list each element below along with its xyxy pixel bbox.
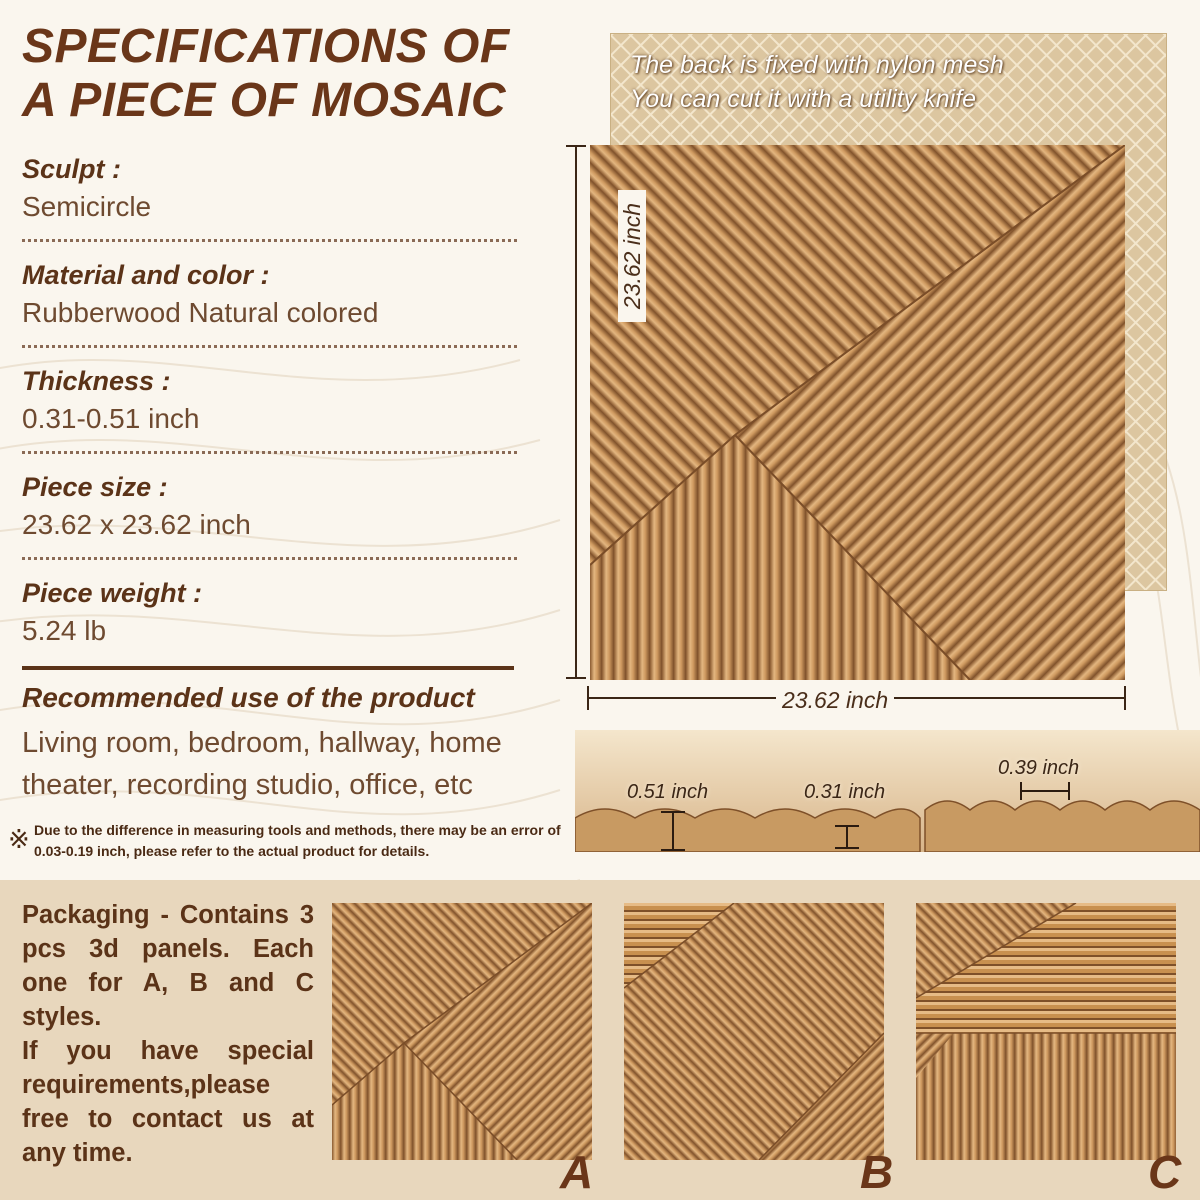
page-title-line2: A PIECE OF MOSAIC [22, 74, 507, 127]
spec-label: Piece weight : [22, 578, 203, 608]
packaging-paragraph-2: If you have special requirements,please free to contact us at any time. [22, 1037, 314, 1167]
style-c-panel [916, 903, 1176, 1160]
thickness-max-label: 0.51 inch [627, 781, 709, 803]
dimension-lines [560, 140, 1160, 720]
mesh-caption-line2: You can cut it with a utility knife [630, 85, 977, 113]
mesh-caption [630, 48, 1150, 116]
spec-label: Piece size : [22, 472, 168, 502]
thickness-min-label: 0.31 inch [804, 781, 886, 803]
width-dimension-label: 23.62 inch [776, 686, 894, 714]
spec-value: 5.24 lb [22, 615, 107, 646]
spec-item-thickness [22, 362, 517, 468]
style-a-letter: A [560, 1146, 594, 1198]
spec-value: 0.31-0.51 inch [22, 403, 200, 434]
spec-value: Rubberwood Natural colored [22, 297, 379, 328]
page-title [22, 20, 582, 128]
spec-item-piece-weight [22, 574, 517, 680]
disclaimer-text: Due to the difference in measuring tools and methods, there may be an error of 0.03-0.19 inch, please refer to the actual product for details. [34, 822, 561, 859]
spec-item-piece-size [22, 468, 517, 574]
spec-item-material [22, 256, 517, 362]
dotted-divider [22, 557, 517, 560]
spec-value: Semicircle [22, 191, 152, 222]
style-b-letter: B [860, 1146, 894, 1198]
solid-divider [22, 666, 514, 670]
dotted-divider [22, 239, 517, 242]
measurement-disclaimer [8, 820, 578, 862]
page-title-line1: SPECIFICATIONS OF [22, 20, 510, 73]
mesh-caption-line1: The back is fixed with nylon mesh [630, 51, 1004, 79]
spec-list [22, 150, 517, 680]
style-c-letter: C [1148, 1146, 1182, 1198]
dotted-divider [22, 345, 517, 348]
reference-mark-icon: ※ [8, 824, 30, 854]
dowel-width-label: 0.39 inch [998, 757, 1080, 779]
recommended-use-label: Recommended use of the product [22, 682, 475, 713]
recommended-use-value: Living room, bedroom, hallway, home theater, recording studio, office, etc [22, 727, 502, 801]
packaging-text [22, 898, 314, 1170]
packaging-paragraph-1: Packaging - Contains 3 pcs 3d panels. Each one for A, B and C styles. [22, 901, 314, 1031]
spec-item-sculpt [22, 150, 517, 256]
spec-label: Sculpt : [22, 154, 121, 184]
style-b-panel [624, 903, 884, 1160]
style-a-panel [332, 903, 592, 1160]
dotted-divider [22, 451, 517, 454]
spec-value: 23.62 x 23.62 inch [22, 509, 251, 540]
height-dimension-label: 23.62 inch [618, 190, 646, 322]
spec-label: Thickness : [22, 366, 171, 396]
spec-label: Material and color : [22, 260, 270, 290]
